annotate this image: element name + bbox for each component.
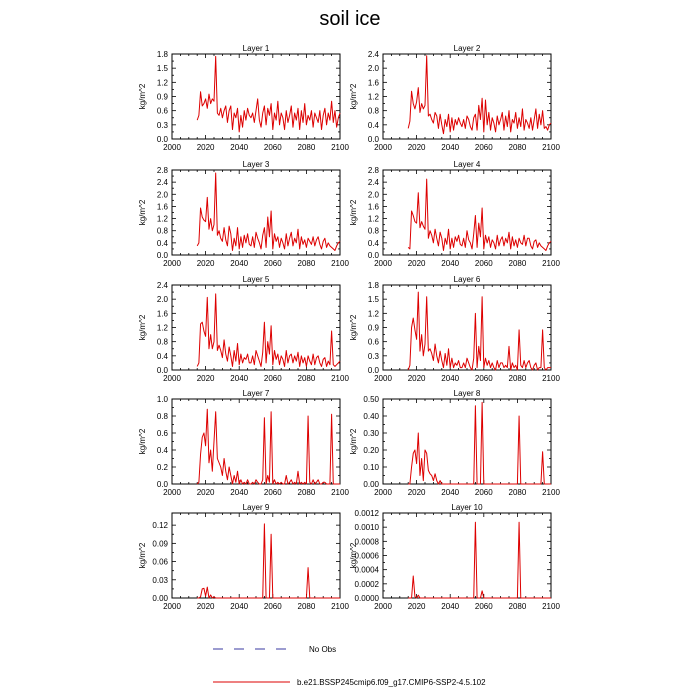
x-tick-label: 2040 bbox=[441, 602, 460, 611]
x-tick-label: 2000 bbox=[374, 488, 392, 497]
panel-title: Layer 10 bbox=[451, 503, 483, 512]
x-tick-label: 2020 bbox=[407, 602, 426, 611]
y-tick-label: 0.8 bbox=[156, 226, 168, 236]
x-tick-label: 2100 bbox=[542, 488, 560, 497]
y-axis-label: kg/m^2 bbox=[138, 83, 147, 110]
x-tick-label: 2100 bbox=[331, 488, 349, 497]
series-line bbox=[197, 524, 340, 598]
y-tick-label: 0.4 bbox=[156, 351, 168, 361]
x-tick-label: 2040 bbox=[441, 374, 460, 383]
panel-title: Layer 2 bbox=[453, 44, 481, 53]
x-tick-label: 2020 bbox=[196, 488, 215, 497]
y-tick-label: 0.8 bbox=[367, 226, 379, 236]
y-tick-label: 0.0 bbox=[156, 366, 168, 375]
y-tick-label: 0.30 bbox=[363, 429, 379, 438]
series-line bbox=[408, 402, 551, 484]
y-tick-label: 2.0 bbox=[156, 295, 168, 305]
x-tick-label: 2040 bbox=[230, 143, 249, 152]
x-tick-label: 2060 bbox=[263, 488, 282, 497]
panel-frame bbox=[172, 513, 340, 598]
y-tick-label: 0.9 bbox=[156, 92, 168, 102]
x-tick-label: 2040 bbox=[441, 143, 460, 152]
y-tick-label: 1.2 bbox=[367, 309, 379, 319]
y-tick-label: 0.6 bbox=[156, 429, 168, 438]
y-tick-label: 1.6 bbox=[156, 309, 168, 319]
x-tick-label: 2060 bbox=[474, 602, 493, 611]
y-tick-label: 0.6 bbox=[367, 337, 379, 347]
series-line bbox=[408, 522, 551, 598]
y-tick-label: 0.0 bbox=[156, 251, 168, 260]
panel-3 bbox=[138, 160, 349, 268]
series-line bbox=[408, 292, 551, 370]
x-tick-label: 2080 bbox=[508, 602, 527, 611]
y-axis-label: kg/m^2 bbox=[349, 83, 358, 110]
panel-title: Layer 4 bbox=[453, 160, 481, 169]
y-tick-label: 0.10 bbox=[363, 463, 379, 472]
x-tick-label: 2000 bbox=[374, 374, 392, 383]
x-tick-label: 2020 bbox=[196, 374, 215, 383]
y-tick-label: 2.0 bbox=[367, 64, 379, 74]
y-tick-label: 1.2 bbox=[156, 214, 168, 224]
x-tick-label: 2080 bbox=[508, 374, 527, 383]
y-tick-label: 1.6 bbox=[367, 78, 379, 88]
y-tick-label: 0.0 bbox=[367, 366, 379, 375]
y-tick-label: 0.0 bbox=[367, 251, 379, 260]
x-tick-label: 2100 bbox=[542, 143, 560, 152]
y-tick-label: 2.0 bbox=[367, 190, 379, 200]
panel-9 bbox=[138, 503, 349, 611]
panel-title: Layer 9 bbox=[242, 503, 270, 512]
panel-2 bbox=[349, 44, 560, 152]
x-tick-label: 2100 bbox=[331, 143, 349, 152]
y-tick-label: 2.4 bbox=[367, 178, 379, 188]
panel-title: Layer 6 bbox=[453, 275, 481, 284]
y-axis-label: kg/m^2 bbox=[349, 428, 358, 455]
x-tick-label: 2020 bbox=[407, 488, 426, 497]
panel-title: Layer 7 bbox=[242, 389, 270, 398]
x-tick-label: 2080 bbox=[297, 488, 316, 497]
x-tick-label: 2080 bbox=[297, 143, 316, 152]
x-tick-label: 2020 bbox=[407, 143, 426, 152]
x-tick-label: 2080 bbox=[508, 259, 527, 268]
y-tick-label: 1.8 bbox=[156, 50, 168, 59]
panel-5 bbox=[138, 275, 349, 383]
x-tick-label: 2100 bbox=[331, 259, 349, 268]
x-tick-label: 2080 bbox=[508, 143, 527, 152]
y-tick-label: 0.0 bbox=[367, 135, 379, 144]
x-tick-label: 2040 bbox=[230, 488, 249, 497]
y-tick-label: 0.3 bbox=[156, 120, 168, 130]
x-tick-label: 2060 bbox=[474, 374, 493, 383]
panel-4 bbox=[349, 160, 560, 268]
y-tick-label: 0.00 bbox=[152, 594, 168, 603]
x-tick-label: 2000 bbox=[374, 259, 392, 268]
y-tick-label: 0.0010 bbox=[354, 523, 379, 533]
series-line bbox=[408, 179, 551, 250]
panel-frame bbox=[383, 399, 551, 484]
y-tick-label: 2.4 bbox=[156, 281, 168, 290]
x-tick-label: 2000 bbox=[163, 488, 181, 497]
y-tick-label: 0.3 bbox=[367, 351, 379, 361]
x-tick-label: 2040 bbox=[230, 374, 249, 383]
x-tick-label: 2100 bbox=[542, 602, 560, 611]
x-tick-label: 2060 bbox=[474, 488, 493, 497]
x-tick-label: 2100 bbox=[542, 259, 560, 268]
x-tick-label: 2060 bbox=[474, 143, 493, 152]
y-tick-label: 0.6 bbox=[156, 106, 168, 116]
panel-frame bbox=[383, 170, 551, 255]
x-tick-label: 2020 bbox=[407, 259, 426, 268]
panel-title: Layer 1 bbox=[242, 44, 270, 53]
series-line bbox=[197, 173, 340, 250]
x-tick-label: 2000 bbox=[374, 602, 392, 611]
y-tick-label: 0.0 bbox=[156, 135, 168, 144]
y-tick-label: 1.6 bbox=[367, 202, 379, 212]
y-tick-label: 0.0008 bbox=[354, 537, 379, 547]
y-tick-label: 2.4 bbox=[156, 178, 168, 188]
panel-frame bbox=[172, 285, 340, 370]
y-tick-label: 0.8 bbox=[367, 106, 379, 116]
y-axis-label: kg/m^2 bbox=[138, 314, 147, 341]
y-tick-label: 2.8 bbox=[367, 166, 379, 175]
y-tick-label: 0.06 bbox=[152, 557, 168, 567]
y-tick-label: 0.12 bbox=[152, 521, 168, 531]
y-tick-label: 2.4 bbox=[367, 50, 379, 59]
x-tick-label: 2100 bbox=[331, 374, 349, 383]
y-axis-label: kg/m^2 bbox=[349, 199, 358, 226]
x-tick-label: 2020 bbox=[196, 259, 215, 268]
panel-frame bbox=[383, 513, 551, 598]
y-tick-label: 1.0 bbox=[156, 395, 168, 404]
x-tick-label: 2000 bbox=[163, 374, 181, 383]
y-tick-label: 0.0006 bbox=[354, 551, 379, 561]
y-tick-label: 1.2 bbox=[156, 323, 168, 333]
x-tick-label: 2060 bbox=[263, 602, 282, 611]
y-tick-label: 0.0000 bbox=[354, 594, 379, 603]
panel-6 bbox=[349, 275, 560, 383]
y-axis-label: kg/m^2 bbox=[349, 314, 358, 341]
panel-7 bbox=[138, 389, 349, 497]
x-tick-label: 2000 bbox=[374, 143, 392, 152]
x-tick-label: 2040 bbox=[441, 259, 460, 268]
panel-title: Layer 3 bbox=[242, 160, 270, 169]
x-tick-label: 2080 bbox=[297, 259, 316, 268]
y-axis-label: kg/m^2 bbox=[138, 199, 147, 226]
y-tick-label: 0.0012 bbox=[354, 509, 379, 518]
y-tick-label: 0.4 bbox=[156, 238, 168, 248]
x-tick-label: 2080 bbox=[297, 374, 316, 383]
panel-title: Layer 5 bbox=[242, 275, 270, 284]
x-tick-label: 2040 bbox=[230, 259, 249, 268]
y-tick-label: 1.6 bbox=[156, 202, 168, 212]
y-tick-label: 0.4 bbox=[367, 238, 379, 248]
x-tick-label: 2020 bbox=[196, 143, 215, 152]
y-tick-label: 0.0004 bbox=[354, 565, 379, 575]
y-tick-label: 0.4 bbox=[367, 120, 379, 130]
series-line bbox=[408, 56, 551, 134]
page-title: soil ice bbox=[319, 8, 381, 30]
y-tick-label: 1.2 bbox=[367, 92, 379, 102]
y-tick-label: 0.20 bbox=[363, 446, 379, 455]
legend-model-label: b.e21.BSSP245cmip6.f09_g17.CMIP6-SSP2-4.5.102 bbox=[297, 678, 486, 687]
y-tick-label: 0.2 bbox=[156, 463, 168, 472]
y-axis-label: kg/m^2 bbox=[349, 542, 358, 569]
y-tick-label: 0.03 bbox=[152, 575, 168, 585]
y-tick-label: 2.0 bbox=[156, 190, 168, 200]
y-tick-label: 0.00 bbox=[363, 480, 379, 489]
x-tick-label: 2060 bbox=[263, 374, 282, 383]
x-tick-label: 2040 bbox=[230, 602, 249, 611]
series-line bbox=[197, 56, 340, 132]
legend-no-obs-label: No Obs bbox=[309, 645, 337, 654]
panel-1 bbox=[138, 44, 349, 152]
y-tick-label: 0.09 bbox=[152, 539, 168, 549]
x-tick-label: 2060 bbox=[474, 259, 493, 268]
panel-frame bbox=[172, 399, 340, 484]
x-tick-label: 2000 bbox=[163, 143, 181, 152]
x-tick-label: 2020 bbox=[407, 374, 426, 383]
x-tick-label: 2000 bbox=[163, 602, 181, 611]
panel-frame bbox=[172, 170, 340, 255]
y-tick-label: 0.8 bbox=[156, 412, 168, 421]
y-tick-label: 0.40 bbox=[363, 412, 379, 421]
panel-frame bbox=[172, 54, 340, 139]
y-tick-label: 0.50 bbox=[363, 395, 379, 404]
x-tick-label: 2100 bbox=[331, 602, 349, 611]
y-tick-label: 1.5 bbox=[367, 295, 379, 305]
y-tick-label: 1.5 bbox=[156, 64, 168, 74]
x-tick-label: 2080 bbox=[508, 488, 527, 497]
y-tick-label: 0.9 bbox=[367, 323, 379, 333]
x-tick-label: 2100 bbox=[542, 374, 560, 383]
y-tick-label: 1.2 bbox=[367, 214, 379, 224]
y-tick-label: 0.4 bbox=[156, 446, 168, 455]
x-tick-label: 2060 bbox=[263, 259, 282, 268]
y-tick-label: 0.8 bbox=[156, 337, 168, 347]
x-tick-label: 2060 bbox=[263, 143, 282, 152]
x-tick-label: 2020 bbox=[196, 602, 215, 611]
y-axis-label: kg/m^2 bbox=[138, 428, 147, 455]
x-tick-label: 2040 bbox=[441, 488, 460, 497]
y-axis-label: kg/m^2 bbox=[138, 542, 147, 569]
x-tick-label: 2000 bbox=[163, 259, 181, 268]
panel-frame bbox=[383, 285, 551, 370]
panel-title: Layer 8 bbox=[453, 389, 481, 398]
series-line bbox=[197, 409, 340, 484]
panel-8 bbox=[349, 389, 560, 497]
panel-10 bbox=[349, 503, 560, 611]
y-tick-label: 1.8 bbox=[367, 281, 379, 290]
y-tick-label: 0.0 bbox=[156, 480, 168, 489]
y-tick-label: 2.8 bbox=[156, 166, 168, 175]
series-line bbox=[197, 294, 340, 367]
y-tick-label: 0.0002 bbox=[354, 579, 379, 589]
y-tick-label: 1.2 bbox=[156, 78, 168, 88]
x-tick-label: 2080 bbox=[297, 602, 316, 611]
